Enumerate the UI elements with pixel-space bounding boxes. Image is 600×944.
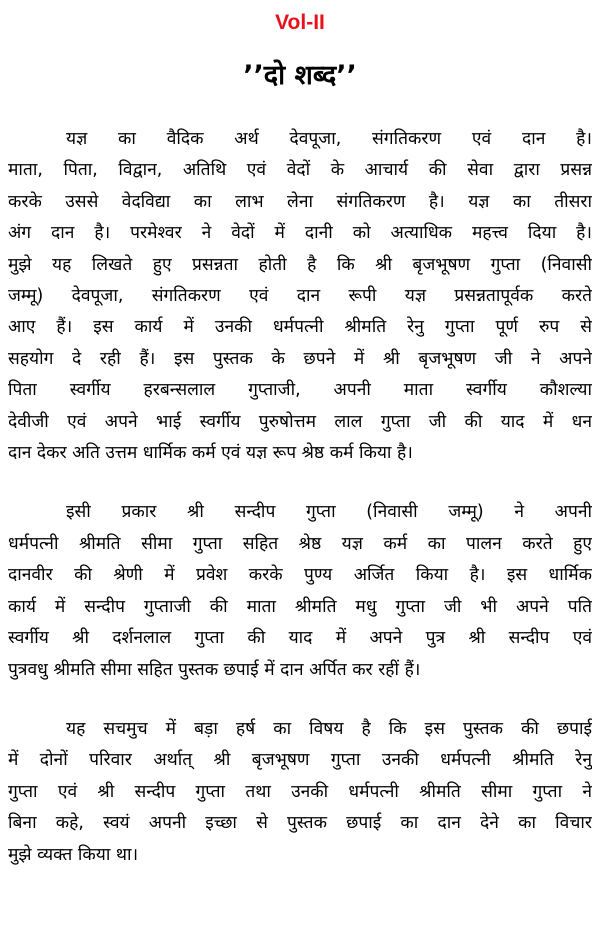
paragraph-line: इसी प्रकार श्री सन्दीप गुप्ता (निवासी जम्मू) ने अपनी (66, 502, 592, 523)
paragraph-line: अंग दान है। परमेश्वर ने वेदों में दानी को अत्याधिक महत्त्व दिया है। (8, 223, 592, 244)
paragraph-2 (8, 497, 592, 685)
document-body (8, 124, 592, 871)
paragraph-line: पिता स्वर्गीय हरबन्सलाल गुप्ताजी, अपनी माता स्वर्गीय कौशल्या (8, 380, 592, 401)
paragraph-line: बिना कहे, स्वयं अपनी इच्छा से पुस्तक छपाई का दान देने का विचार (8, 813, 592, 834)
paragraph-line: मुझे व्यक्त किया था। (8, 844, 139, 865)
paragraph-line: देवीजी एवं अपने भाई स्वर्गीय पुरुषोत्तम लाल गुप्ता जी की याद में धन (8, 411, 592, 432)
paragraph-1 (8, 124, 592, 469)
paragraph-line: धर्मपत्नी श्रीमति सीमा गुप्ता सहित श्रेष्ठ यज्ञ कर्म का पालन करते हुए (8, 533, 592, 554)
paragraph-line: कार्य में सन्दीप गुप्ताजी की माता श्रीमति मधु गुप्ता जी भी अपने पति (8, 596, 592, 617)
paragraph-line: सहयोग दे रही हैं। इस पुस्तक के छपने में श्री बृजभूषण जी ने अपने (8, 348, 592, 369)
paragraph-line: दानवीर की श्रेणी में प्रवेश करके पुण्य अर्जित किया है। इस धार्मिक (8, 565, 592, 586)
paragraph-line: स्वर्गीय श्री दर्शनलाल गुप्ता की याद में अपने पुत्र श्री सन्दीप एवं (8, 628, 592, 649)
paragraph-line: आए हैं। इस कार्य में उनकी धर्मपत्नी श्रीमति रेनु गुप्ता पूर्ण रुप से (8, 317, 592, 338)
paragraph-line: करके उससे वेदविद्या का लाभ लेना संगतिकरण है। यज्ञ का तीसरा (8, 191, 592, 212)
paragraph-line: पुत्रवधु श्रीमति सीमा सहित पुस्तक छपाई में दान अर्पित कर रहीं हैं। (8, 659, 421, 680)
paragraph-line: यज्ञ का वैदिक अर्थ देवपूजा, संगतिकरण एवं दान है। (66, 129, 592, 149)
paragraph-line: में दोनों परिवार अर्थात् श्री बृजभूषण गुप्ता उनकी धर्मपत्नी श्रीमति रेनु (8, 750, 592, 771)
page-title: ’’दो शब्द’’ (243, 60, 357, 91)
volume-label: Vol-II (275, 11, 325, 34)
paragraph-line: मुझे यह लिखते हुए प्रसन्नता होती है कि श्री बृजभूषण गुप्ता (निवासी (8, 254, 592, 275)
paragraph-line: दान देकर अति उत्तम धार्मिक कर्म एवं यज्ञ रूप श्रेष्ठ कर्म किया है। (8, 443, 413, 464)
paragraph-line: यह सचमुच में बड़ा हर्ष का विषय है कि इस पुस्तक की छपाई (66, 718, 592, 739)
paragraph-3 (8, 714, 592, 871)
paragraph-line: जम्मू) देवपूजा, संगतिकरण एवं दान रूपी यज्ञ प्रसन्नतापूर्वक करते (8, 286, 592, 307)
paragraph-spacer (8, 469, 592, 497)
paragraph-line: माता, पिता, विद्वान, अतिथि एवं वेदों के आचार्य की सेवा द्वारा प्रसन्न (8, 160, 592, 181)
paragraph-spacer (8, 686, 592, 714)
paragraph-line: गुप्ता एवं श्री सन्दीप गुप्ता तथा उनकी धर्मपत्नी श्रीमति सीमा गुप्ता ने (8, 781, 592, 802)
